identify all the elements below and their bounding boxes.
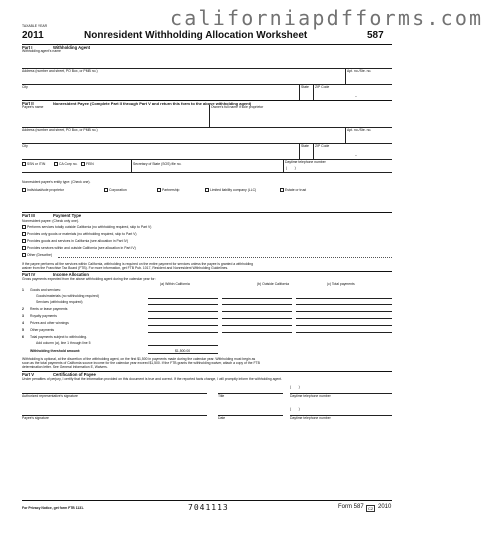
payment-option-4-checkbox[interactable] [22, 246, 26, 250]
part5-title: Certification of Payee [53, 371, 96, 377]
title-label: Title [218, 394, 225, 398]
payee-address-field[interactable] [22, 143, 392, 144]
row-3-col-c[interactable] [296, 318, 392, 319]
part3-intro: Nonresident payee: (Check only one). [22, 219, 79, 223]
col-b-header: (b) Outside California [257, 282, 290, 286]
part2-title: Nonresident Payee (Complete Part II through Part V and return this form to the above withholding agent) [53, 100, 252, 106]
date-label: Date [218, 416, 226, 420]
row-services-col-b[interactable] [222, 304, 292, 305]
row-4-col-b[interactable] [222, 325, 292, 326]
payment-option-1-checkbox[interactable] [22, 225, 26, 229]
payment-option-3-checkbox[interactable] [22, 239, 26, 243]
part4-intro: Gross payments expected from the above withholding agent during the calendar year for: [22, 277, 156, 281]
row-goods-col-a[interactable] [148, 298, 218, 299]
sos-file-label: Secretary of State (SOS) file no. [133, 162, 182, 166]
payee-state-label: State [301, 143, 309, 148]
part4-label: Part IV [22, 271, 36, 277]
row-3-num: 3 [22, 314, 24, 318]
agent-name-label: Withholding agent's name [22, 49, 61, 53]
row-1-num: 1 [22, 288, 24, 292]
row-5-label: Other payments [30, 328, 55, 332]
payment-option-other-checkbox[interactable] [22, 253, 26, 257]
row-goods-col-c[interactable] [296, 298, 392, 299]
payee-phone-label2: Daytime telephone number [290, 416, 331, 420]
part1-label: Part I [22, 44, 33, 50]
entity-llc-checkbox[interactable] [205, 188, 209, 192]
payee-phone-label: Daytime telephone number [285, 160, 326, 164]
ssn-itin-label: SSN or ITIN [27, 162, 46, 166]
row-5-col-c[interactable] [296, 332, 392, 333]
row-3-col-b[interactable] [222, 318, 292, 319]
payee-name-label: Payee's name [22, 105, 44, 109]
agent-apt-label: Apt. no./Ste. no. [347, 68, 372, 73]
row-3-col-a[interactable] [148, 318, 218, 319]
part3-label: Part III [22, 212, 35, 218]
payee-zip-label: ZIP Code [315, 143, 330, 148]
payment-option-4-label: Provides services within and outside California (see allocation in Part IV) [27, 246, 136, 250]
row-services-col-c[interactable] [296, 304, 392, 305]
date-field[interactable] [218, 415, 283, 416]
taxable-year-label: TAXABLE YEAR [22, 24, 48, 28]
entity-individual-checkbox[interactable] [22, 188, 26, 192]
part3-title: Payment Type [53, 212, 82, 218]
part3-note-line1: If the payee performs all the services within California, withholding is required on the entire payment for services unless the payee is granted a withholding [22, 262, 254, 266]
fein-label: FEIN [86, 162, 94, 166]
form-title: Nonresident Withholding Allocation Worksheet [84, 30, 308, 41]
footer-year: 2010 [378, 504, 392, 510]
fein-checkbox[interactable] [81, 162, 85, 166]
part5-declaration: Under penalties of perjury, I certify that the information provided on this document is true and correct. If the reported facts change, I will promptly inform the withholding agent. [22, 377, 283, 381]
entity-partnership-label: Partnership [162, 188, 180, 192]
row-6-sublabel: Add column (a), line 1 through line 5 [36, 341, 91, 345]
row-2-col-c[interactable] [296, 311, 392, 312]
owner-name-label: Owner's full name if sole proprietor [211, 105, 264, 109]
watermark: californiapdfforms.com [170, 6, 483, 30]
row-3-label: Royalty payments [30, 314, 57, 318]
row-4-col-a[interactable] [148, 325, 218, 326]
part5-label: Part V [22, 371, 35, 377]
title-field[interactable] [218, 393, 283, 394]
part4-note-line3: determination letter. See General Information E, Waivers. [22, 365, 108, 369]
row-5-col-a[interactable] [148, 332, 218, 333]
other-describe-field[interactable] [58, 257, 392, 258]
threshold-label: Withholding threshold amount: [30, 349, 81, 353]
auth-phone-label: Daytime telephone number [290, 394, 331, 398]
agent-address-field[interactable] [22, 84, 392, 85]
part4-title: Income Allocation [53, 271, 89, 277]
payment-option-1-label: Performs services totally outside California (no withholding required, skip to Part V) [27, 225, 152, 229]
row-1-label: Goods and services: [30, 288, 61, 292]
payee-signature-field[interactable] [22, 415, 207, 416]
ca-corp-label: CA Corp no. [59, 162, 78, 166]
form-year: 2011 [22, 30, 44, 41]
entity-partnership-checkbox[interactable] [157, 188, 161, 192]
row-2-num: 2 [22, 307, 24, 311]
agent-address-label: Address (number and street, PO Box, or PMB no.) [22, 68, 98, 73]
entity-type-label: Nonresident payee's entity type: (Check one). [22, 180, 91, 184]
payee-city-label: City [22, 143, 28, 148]
entity-corporation-checkbox[interactable] [104, 188, 108, 192]
form-code: 7041113 [188, 503, 229, 512]
entity-estate-label: Estate or trust [285, 188, 307, 192]
row-5-num: 5 [22, 328, 24, 332]
col-c-header: (c) Total payments [327, 282, 355, 286]
part4-note-line2: soon as the total payments of California source income for the calendar year exceed $1,500. If the FTB grants the withholding waiver, attach a copy of the FTB [22, 361, 260, 365]
payment-option-other-label: Other (Describe) [27, 253, 53, 257]
entity-llc-label: Limited liability company (LLC) [210, 188, 257, 192]
part1-title: Withholding Agent [53, 44, 91, 50]
row-4-col-c[interactable] [296, 325, 392, 326]
payment-option-3-label: Provides goods and services in California (see allocation in Part IV) [27, 239, 129, 243]
payee-signature-label: Payee's signature [22, 416, 49, 420]
row-2-label: Rents or lease payments [30, 307, 68, 311]
payment-option-2-checkbox[interactable] [22, 232, 26, 236]
privacy-notice: For Privacy Notice, get form FTB 1131. [22, 506, 84, 510]
part2-label: Part II [22, 100, 34, 106]
part3-note-line2: waiver from the Franchise Tax Board (FTB). For more information, get FTB Pub. 1017, Resident and Nonresident Withholding Guidelines. [22, 266, 229, 270]
row-6-label: Total payments subject to withholding. [30, 335, 88, 339]
row-4-num: 4 [22, 321, 24, 325]
row-4-label: Prizes and other winnings [30, 321, 69, 325]
row-2-col-b[interactable] [222, 311, 292, 312]
form-number: 587 [367, 30, 384, 41]
row-goods-col-b[interactable] [222, 298, 292, 299]
entity-corporation-label: Corporation [109, 188, 127, 192]
part4-note-line1: Withholding is optional, at the discretion of the withholding agent, on the first $1,500 in payments made during the calendar year. Withholding must begin as [22, 357, 256, 361]
row-services-label: Services (withholding required) [36, 300, 83, 304]
sos-file-field[interactable] [22, 172, 392, 173]
threshold-value: $1,500.00 [175, 349, 191, 353]
agent-city-label: City [22, 84, 28, 89]
row-6-num: 6 [22, 335, 24, 339]
footer-form-label: Form 587 [338, 504, 364, 510]
ssn-itin-checkbox[interactable] [22, 162, 26, 166]
row-2-col-a[interactable] [148, 311, 218, 312]
col-a-header: (a) Within California [160, 282, 190, 286]
agent-zip-label: ZIP Code [315, 84, 330, 89]
payee-apt-label: Apt. no./Ste. no. [347, 127, 372, 132]
auth-signature-label: Authorized representative's signature [22, 394, 78, 398]
agent-state-label: State [301, 84, 309, 89]
row-6-col-a[interactable] [148, 345, 218, 346]
ca-corp-checkbox[interactable] [54, 162, 58, 166]
payment-option-2-label: Provides only goods or materials (no withholding required, skip to Part V) [27, 232, 137, 236]
row-goods-label: Goods/materials (no withholding required) [36, 294, 99, 298]
entity-estate-checkbox[interactable] [280, 188, 284, 192]
payee-address-label: Address (number and street, PO Box, or PMB no.) [22, 127, 98, 132]
entity-individual-label: Individual/sole proprietor [27, 188, 64, 192]
row-5-col-b[interactable] [222, 332, 292, 333]
footer-c2: C2 [368, 506, 374, 511]
row-services-col-a[interactable] [148, 304, 218, 305]
